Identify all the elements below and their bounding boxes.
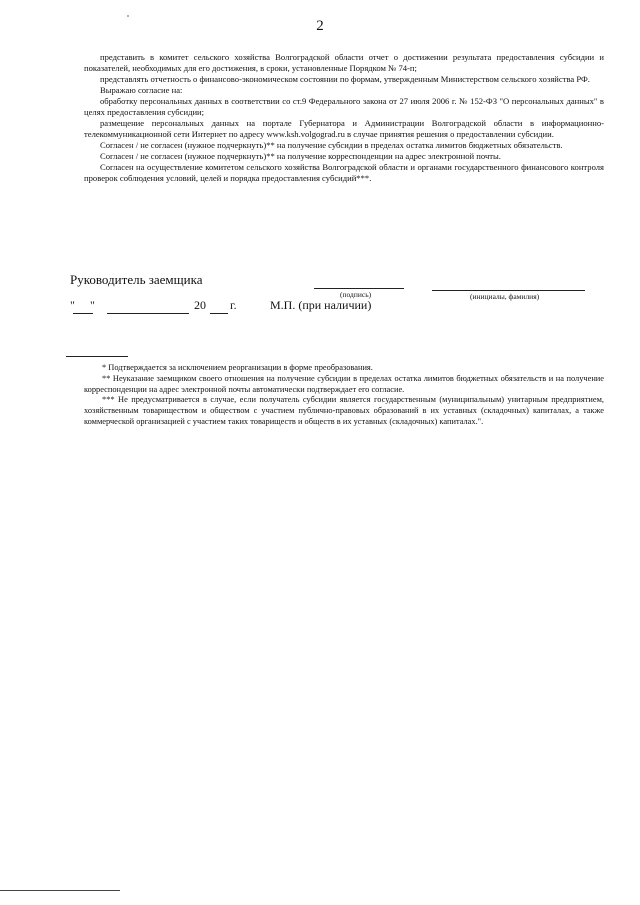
year-suffix: г. [230,298,237,312]
year-prefix: 20 [194,298,206,312]
page-number: 2 [316,18,324,34]
bottom-edge-line [0,890,120,891]
day-blank [73,313,93,314]
signature-caption: (подпись) [340,290,372,299]
month-blank [107,313,189,314]
date-quote-close: " [90,298,95,312]
footnote-separator [66,356,128,357]
paragraph: Согласен / не согласен (нужное подчеркнуть)** на получение корреспонденции на адрес электронной почты. [100,151,501,161]
year-blank [210,313,228,314]
paragraph: Согласен / не согласен (нужное подчеркнуть)** на получение субсидии в пределах остатка лимитов бюджетных обязательств. [100,140,563,150]
signature-title: Руководитель заемщика [70,272,203,287]
paragraph: представить в комитет сельского хозяйства Волгоградской области отчет о достижении результата предоставления субсидии и показателей, необходимых для его достижения, в сроки, установленные Порядком № 74-п; [84,52,604,73]
date-quote-open: " [70,298,75,312]
footnote: *** Не предусматривается в случае, если получатель субсидии является государственным (муниципальным) унитарным предприятием, хозяйственным товариществом и обществом с участием публично-правовых образований в их уставных (складочных) капиталах, а также коммерческой организацией с участием таких товариществ и обществ в их уставных (складочных) капиталах.". [84,395,604,426]
scan-speck [127,15,129,17]
stamp-label: М.П. (при наличии) [270,298,372,312]
initials-line [432,290,585,291]
initials-caption: (инициалы, фамилия) [470,292,540,301]
signature-line [314,288,404,289]
footnote: ** Неуказание заемщиком своего отношения на получение субсидии в пределах остатка лимитов бюджетных обязательств и на получение корреспонденции на адрес электронной почты автоматически подтверждает его согласие. [84,373,604,394]
paragraph: размещение персональных данных на портале Губернатора и Администрации Волгоградской области в информационно-телекоммуникационной сети Интернет по адресу www.ksh.volgograd.ru в случае принятия решения о предоставлении субсидии. [84,118,604,139]
paragraph: обработку персональных данных в соответствии со ст.9 Федерального закона от 27 июля 2006 г. № 152-ФЗ "О персональных данных" в целях предоставления субсидии; [84,96,604,117]
paragraph: представлять отчетность о финансово-экономическом состоянии по формам, утвержденным Министерством сельского хозяйства РФ. [100,74,590,84]
footnote: * Подтверждается за исключением реорганизации в форме преобразования. [102,363,373,372]
paragraph: Согласен на осуществление комитетом сельского хозяйства Волгоградской области и органами государственного финансового контроля проверок соблюдения условий, целей и порядка предоставления субсидий***. [84,162,604,183]
footnotes [84,363,604,428]
body-text [84,52,604,184]
paragraph: Выражаю согласие на: [100,85,183,95]
